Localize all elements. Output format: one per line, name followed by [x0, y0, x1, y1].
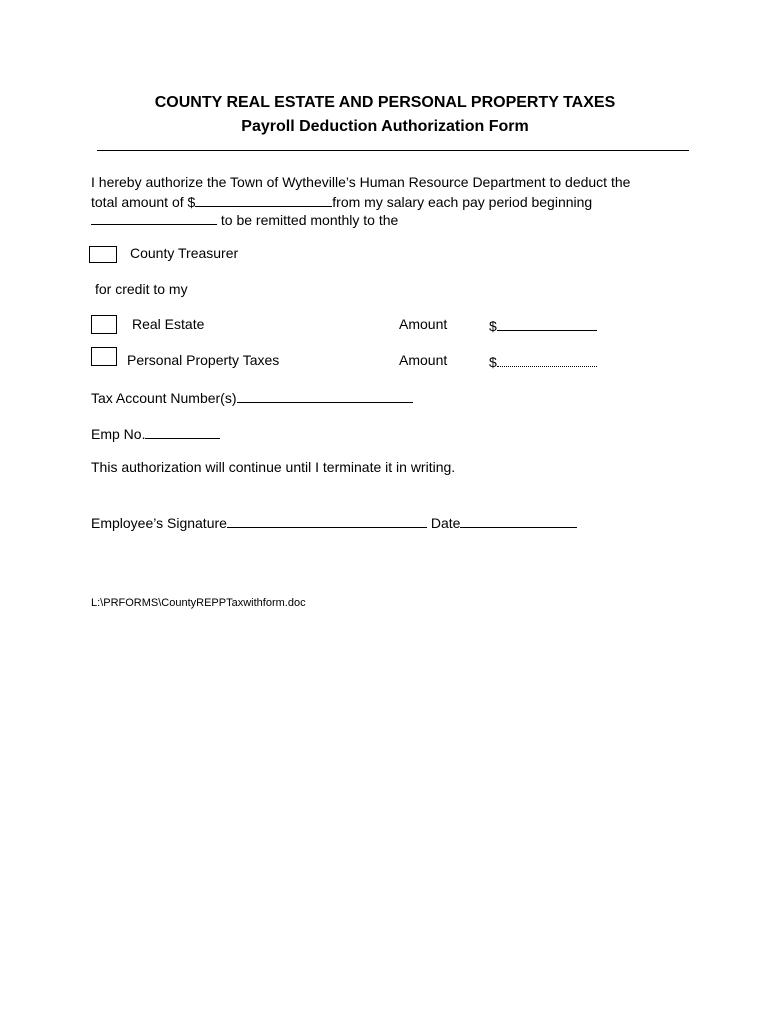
total-amount-field[interactable] — [195, 192, 332, 207]
county-treasurer-label: County Treasurer — [130, 245, 239, 261]
county-treasurer-checkbox[interactable] — [89, 246, 117, 263]
personal-property-amount — [489, 352, 597, 370]
authorization-line-3 — [91, 210, 398, 228]
tax-account-field[interactable] — [237, 388, 413, 403]
beginning-date-field[interactable] — [91, 210, 217, 225]
form-subtitle: Payroll Deduction Authorization Form — [241, 118, 529, 135]
real-estate-amount — [489, 316, 597, 334]
emp-no-field[interactable] — [145, 424, 220, 439]
signature-label: Employee’s Signature — [91, 515, 227, 531]
form-title: COUNTY REAL ESTATE AND PERSONAL PROPERTY TAXES — [154, 94, 616, 111]
personal-property-amount-field[interactable] — [497, 352, 597, 367]
continue-notice: This authorization will continue until I terminate it in writing. — [91, 459, 456, 475]
emp-no-label: Emp No. — [91, 426, 146, 442]
real-estate-currency: $ — [489, 318, 497, 334]
authorization-line-2 — [91, 192, 592, 210]
credit-to-text: for credit to my — [95, 281, 188, 297]
real-estate-amount-label: Amount — [399, 316, 448, 332]
real-estate-label: Real Estate — [132, 316, 205, 332]
authorization-amount-suffix: from my salary each pay period beginning — [332, 194, 593, 210]
authorization-remit-text: to be remitted monthly to the — [217, 212, 399, 228]
tax-account-label: Tax Account Number(s) — [91, 390, 237, 406]
date-label: Date — [430, 515, 461, 531]
header-divider — [97, 150, 689, 151]
authorization-line-1: I hereby authorize the Town of Wytheville’s Human Resource Department to deduct the — [91, 174, 631, 190]
emp-no-row — [91, 424, 220, 442]
file-path: L:\PRFORMS\CountyREPPTaxwithform.doc — [91, 597, 306, 609]
real-estate-checkbox[interactable] — [91, 315, 117, 334]
personal-property-checkbox[interactable] — [91, 347, 117, 366]
personal-property-amount-label: Amount — [399, 352, 448, 368]
personal-property-label: Personal Property Taxes — [127, 352, 280, 368]
date-field[interactable] — [460, 513, 577, 528]
personal-property-currency: $ — [489, 354, 497, 370]
tax-account-row — [91, 388, 413, 406]
authorization-amount-prefix: total amount of $ — [91, 194, 196, 210]
signature-row — [91, 513, 577, 531]
signature-field[interactable] — [227, 513, 427, 528]
real-estate-amount-field[interactable] — [497, 316, 597, 331]
